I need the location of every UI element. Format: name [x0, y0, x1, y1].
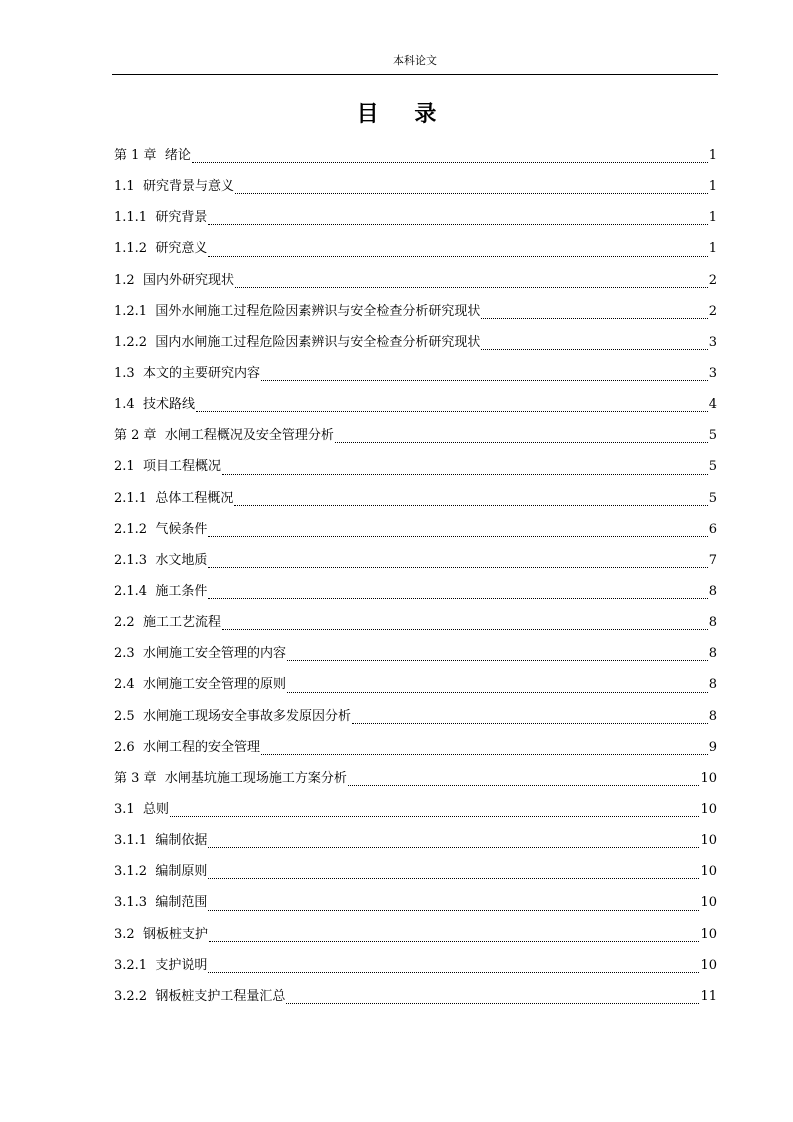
toc-entry[interactable] [114, 732, 717, 763]
toc-entry-page: 6 [708, 521, 717, 537]
toc-entry-title: 施工工艺流程 [142, 615, 221, 631]
toc-entry[interactable] [114, 358, 717, 389]
toc-entry-number: 1.3 [114, 365, 143, 381]
toc-entry-number: 2.4 [114, 677, 143, 693]
toc-entry[interactable] [114, 887, 717, 918]
toc-entry-title: 国内水闸施工过程危险因素辨识与安全检查分析研究现状 [155, 334, 481, 350]
toc-entry-page: 5 [708, 428, 717, 444]
toc-entry-title: 总体工程概况 [155, 490, 234, 506]
toc-entry-title: 编制依据 [155, 833, 208, 849]
toc-entry[interactable] [114, 981, 717, 1012]
toc-entry-number: 3.2 [114, 926, 143, 942]
toc-entry-number: 1.1.2 [114, 241, 156, 257]
toc-entry-page: 10 [700, 801, 717, 817]
toc-entry-title: 水闸工程的安全管理 [142, 739, 260, 755]
toc-entry-number: 3.1 [114, 801, 143, 817]
toc-leader-dots [286, 1003, 699, 1004]
toc-entry-page: 1 [708, 241, 717, 257]
toc-entry-page: 1 [708, 179, 717, 195]
toc-leader-dots [209, 941, 699, 942]
toc-entry-page: 8 [708, 677, 717, 693]
toc-entry-page: 2 [708, 303, 717, 319]
toc-entry-page: 3 [708, 334, 717, 350]
toc-entry-number: 2.6 [114, 739, 143, 755]
toc-entry-page: 3 [708, 365, 717, 381]
toc-leader-dots [261, 380, 708, 381]
toc-entry-number: 3.2.1 [114, 957, 156, 973]
toc-entry[interactable] [114, 202, 717, 233]
toc-entry[interactable] [114, 171, 717, 202]
toc-leader-dots [208, 847, 699, 848]
toc-entry-title: 钢板桩支护工程量汇总 [155, 988, 286, 1004]
toc-entry-page: 10 [700, 895, 717, 911]
toc-entry-page: 1 [708, 148, 717, 163]
toc-entry-page: 8 [708, 646, 717, 662]
toc-leader-dots [481, 349, 707, 350]
toc-entry-title: 本文的主要研究内容 [142, 365, 260, 381]
toc-entry-number: 1.4 [114, 397, 143, 413]
toc-entry-number: 1.1.1 [114, 210, 156, 226]
toc-entry-title: 气候条件 [155, 521, 208, 537]
toc-entry-number: 3.1.2 [114, 864, 156, 880]
toc-leader-dots [261, 754, 708, 755]
toc-entry[interactable] [114, 763, 717, 794]
toc-entry[interactable] [114, 233, 717, 264]
toc-entry-page: 8 [708, 583, 717, 599]
toc-entry-title: 研究背景 [155, 210, 208, 226]
toc-entry-number: 2.5 [114, 708, 143, 724]
toc-entry-number: 1.2.2 [114, 334, 156, 350]
toc-entry-number: 2.1 [114, 459, 143, 475]
toc-leader-dots [348, 785, 700, 786]
toc-entry-title: 编制原则 [155, 864, 208, 880]
toc-entry-number: 第 1 章 [114, 148, 165, 163]
toc-entry[interactable] [114, 140, 717, 171]
toc-entry[interactable] [114, 389, 717, 420]
toc-leader-dots [208, 878, 699, 879]
toc-entry-title: 支护说明 [155, 957, 208, 973]
toc-leader-dots [481, 318, 707, 319]
toc-entry-title: 研究意义 [155, 241, 208, 257]
toc-leader-dots [208, 256, 707, 257]
toc-entry-page: 2 [708, 272, 717, 288]
toc-entry[interactable] [114, 514, 717, 545]
toc-entry-page: 5 [708, 459, 717, 475]
toc-leader-dots [208, 567, 707, 568]
toc-entry[interactable] [114, 919, 717, 950]
toc-entry[interactable] [114, 607, 717, 638]
toc-entry-number: 2.1.1 [114, 490, 156, 506]
toc-entry[interactable] [114, 638, 717, 669]
toc-entry-page: 10 [700, 833, 717, 849]
toc-leader-dots [235, 287, 708, 288]
toc-entry-page: 4 [708, 397, 717, 413]
toc-leader-dots [335, 442, 708, 443]
toc-entry-title: 水闸施工安全管理的原则 [142, 677, 286, 693]
toc-entry-title: 水闸施工安全管理的内容 [142, 646, 286, 662]
toc-entry-number: 3.1.3 [114, 895, 156, 911]
toc-entry-number: 2.1.2 [114, 521, 156, 537]
toc-leader-dots [235, 193, 708, 194]
table-of-contents [114, 140, 717, 1012]
toc-entry-title: 施工条件 [155, 583, 208, 599]
toc-entry-page: 11 [700, 988, 717, 1004]
toc-entry-title: 水闸基坑施工现场施工方案分析 [164, 770, 347, 786]
toc-entry[interactable] [114, 825, 717, 856]
page-header [112, 52, 718, 75]
toc-entry-title: 技术路线 [142, 397, 195, 413]
header-text: 本科论文 [393, 54, 437, 67]
toc-entry-page: 8 [708, 615, 717, 631]
toc-leader-dots [208, 972, 699, 973]
toc-entry-number: 2.2 [114, 615, 143, 631]
toc-entry-page: 5 [708, 490, 717, 506]
toc-leader-dots [208, 598, 707, 599]
toc-leader-dots [192, 162, 708, 163]
toc-leader-dots [196, 411, 708, 412]
toc-entry-title: 水闸施工现场安全事故多发原因分析 [142, 708, 351, 724]
toc-entry-title: 国外水闸施工过程危险因素辨识与安全检查分析研究现状 [155, 303, 481, 319]
toc-entry-number: 1.2 [114, 272, 143, 288]
toc-leader-dots [208, 910, 699, 911]
toc-entry-title: 水文地质 [155, 552, 208, 568]
toc-entry-number: 第 3 章 [114, 770, 165, 786]
toc-entry-page: 1 [708, 210, 717, 226]
toc-entry[interactable] [114, 451, 717, 482]
toc-leader-dots [170, 816, 699, 817]
toc-entry[interactable] [114, 794, 717, 825]
toc-entry-number: 第 2 章 [114, 428, 165, 444]
toc-entry-number: 2.3 [114, 646, 143, 662]
toc-entry-number: 2.1.3 [114, 552, 156, 568]
toc-leader-dots [352, 723, 708, 724]
toc-entry-title: 钢板桩支护 [142, 926, 208, 942]
toc-entry[interactable] [114, 856, 717, 887]
toc-entry-title: 总则 [142, 801, 169, 817]
toc-entry[interactable] [114, 950, 717, 981]
toc-leader-dots [287, 660, 708, 661]
toc-entry-title: 绪论 [164, 148, 191, 163]
toc-leader-dots [222, 474, 708, 475]
toc-entry[interactable] [114, 420, 717, 451]
toc-entry-page: 7 [708, 552, 717, 568]
toc-entry-title: 研究背景与意义 [142, 179, 234, 195]
toc-entry[interactable] [114, 296, 717, 327]
toc-entry-page: 8 [708, 708, 717, 724]
toc-entry-title: 国内外研究现状 [142, 272, 234, 288]
toc-entry-number: 3.1.1 [114, 833, 156, 849]
toc-entry-number: 2.1.4 [114, 583, 156, 599]
toc-leader-dots [222, 629, 708, 630]
toc-leader-dots [208, 224, 707, 225]
toc-entry-page: 10 [700, 770, 717, 786]
toc-entry[interactable] [114, 265, 717, 296]
toc-entry-title: 编制范围 [155, 895, 208, 911]
toc-leader-dots [208, 536, 707, 537]
toc-entry-page: 9 [708, 739, 717, 755]
toc-entry[interactable] [114, 576, 717, 607]
toc-entry-page: 10 [700, 864, 717, 880]
toc-entry-number: 3.2.2 [114, 988, 156, 1004]
toc-entry-number: 1.1 [114, 179, 143, 195]
toc-entry-number: 1.2.1 [114, 303, 156, 319]
toc-entry[interactable] [114, 545, 717, 576]
toc-entry[interactable] [114, 327, 717, 358]
toc-entry-page: 10 [700, 957, 717, 973]
toc-entry-page: 10 [700, 926, 717, 942]
toc-entry[interactable] [114, 669, 717, 700]
toc-entry-title: 项目工程概况 [142, 459, 221, 475]
toc-entry[interactable] [114, 483, 717, 514]
toc-leader-dots [287, 692, 708, 693]
page-title: 目 录 [356, 102, 451, 127]
toc-entry[interactable] [114, 701, 717, 732]
toc-leader-dots [234, 505, 707, 506]
toc-entry-title: 水闸工程概况及安全管理分析 [164, 428, 334, 444]
